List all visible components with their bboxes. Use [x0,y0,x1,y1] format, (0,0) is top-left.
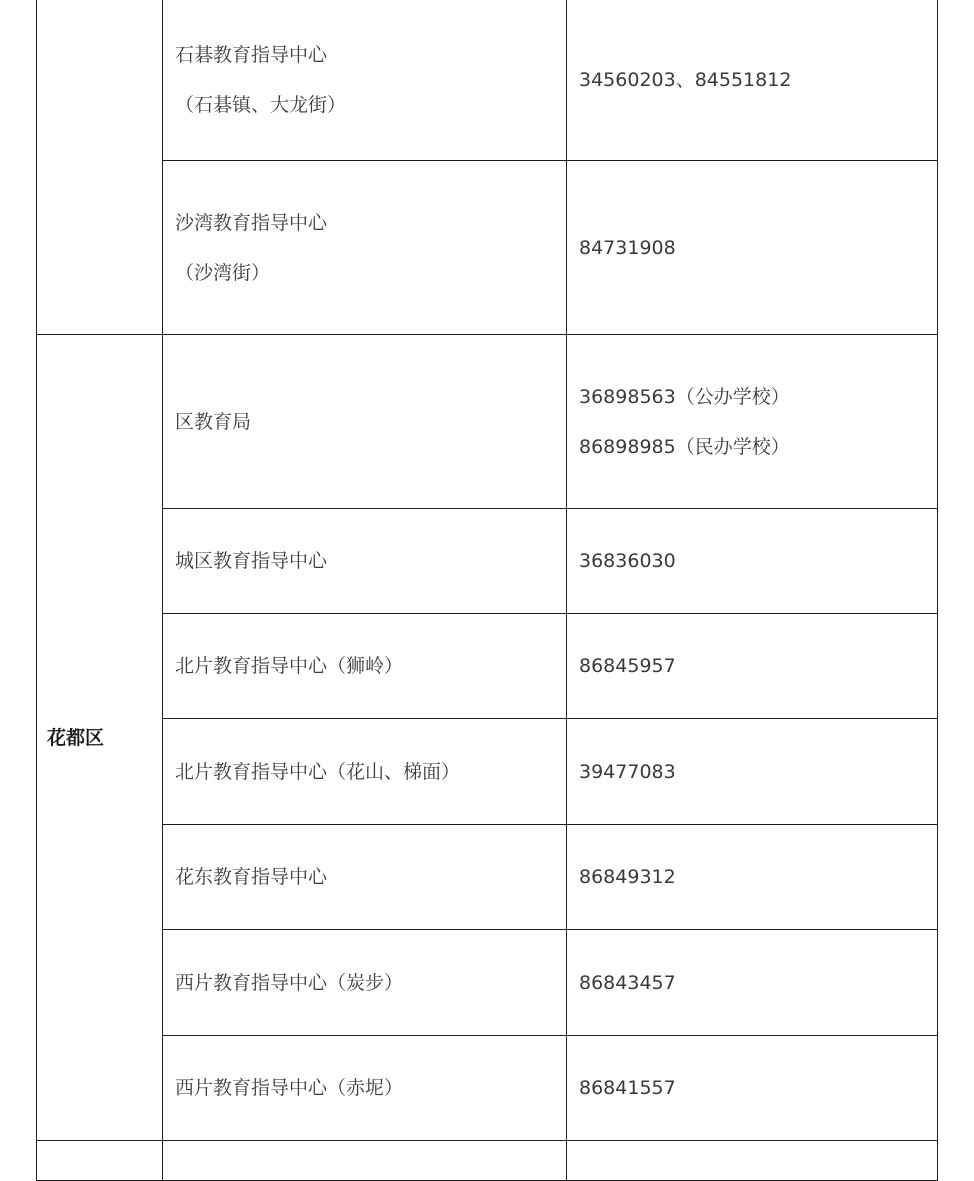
phone-cell [567,335,938,509]
org-area: （沙湾街） [175,261,271,284]
table-row [37,825,938,930]
org-cell [163,825,567,930]
phone-number: 86843457 [579,971,676,994]
org-cell [163,614,567,719]
table-row [37,509,938,614]
phone-number: 39477083 [579,760,676,783]
phone-number: 84731908 [579,236,676,259]
phone-number: 86845957 [579,655,676,677]
org-cell [163,1141,567,1181]
org-name: 北片教育指导中心（狮岭） [175,655,404,677]
phone-cell [567,825,938,930]
table-row-partial [37,1141,938,1181]
phone-cell [567,1141,938,1181]
district-cell-huadu: 花都区 [37,335,163,1141]
phone-number-public: 36898563（公办学校） [579,385,790,408]
table-row [37,930,938,1036]
contact-table-container [36,0,937,1181]
table-row [37,335,938,509]
org-name: 城区教育指导中心 [175,550,328,572]
org-name: 沙湾教育指导中心 [175,211,328,234]
phone-cell [567,614,938,719]
org-name: 西片教育指导中心（赤坭） [175,1077,404,1099]
district-cell-previous [37,0,163,335]
education-contact-table [36,0,938,1181]
phone-cell [567,719,938,825]
phone-number: 36836030 [579,550,676,572]
table-row [37,0,938,161]
table-row [37,1036,938,1141]
phone-number: 34560203、84551812 [579,68,792,91]
table-row [37,719,938,825]
phone-cell [567,509,938,614]
phone-cell [567,1036,938,1141]
phone-number-private: 86898985（民办学校） [579,435,790,458]
org-name: 北片教育指导中心（花山、梯面） [175,760,461,783]
district-cell-next [37,1141,163,1181]
org-area: （石碁镇、大龙街） [175,93,347,116]
org-cell [163,161,567,335]
phone-number: 86849312 [579,866,676,888]
org-cell [163,335,567,509]
table-row [37,161,938,335]
org-name: 石碁教育指导中心 [175,43,328,66]
table-row [37,614,938,719]
org-cell [163,719,567,825]
phone-cell [567,930,938,1036]
org-cell [163,1036,567,1141]
phone-cell [567,161,938,335]
phone-cell [567,0,938,161]
phone-number: 86841557 [579,1077,676,1099]
org-name: 区教育局 [175,410,252,433]
org-cell [163,509,567,614]
org-name: 西片教育指导中心（炭步） [175,971,404,994]
org-cell [163,0,567,161]
org-name: 花东教育指导中心 [175,866,328,888]
org-cell [163,930,567,1036]
